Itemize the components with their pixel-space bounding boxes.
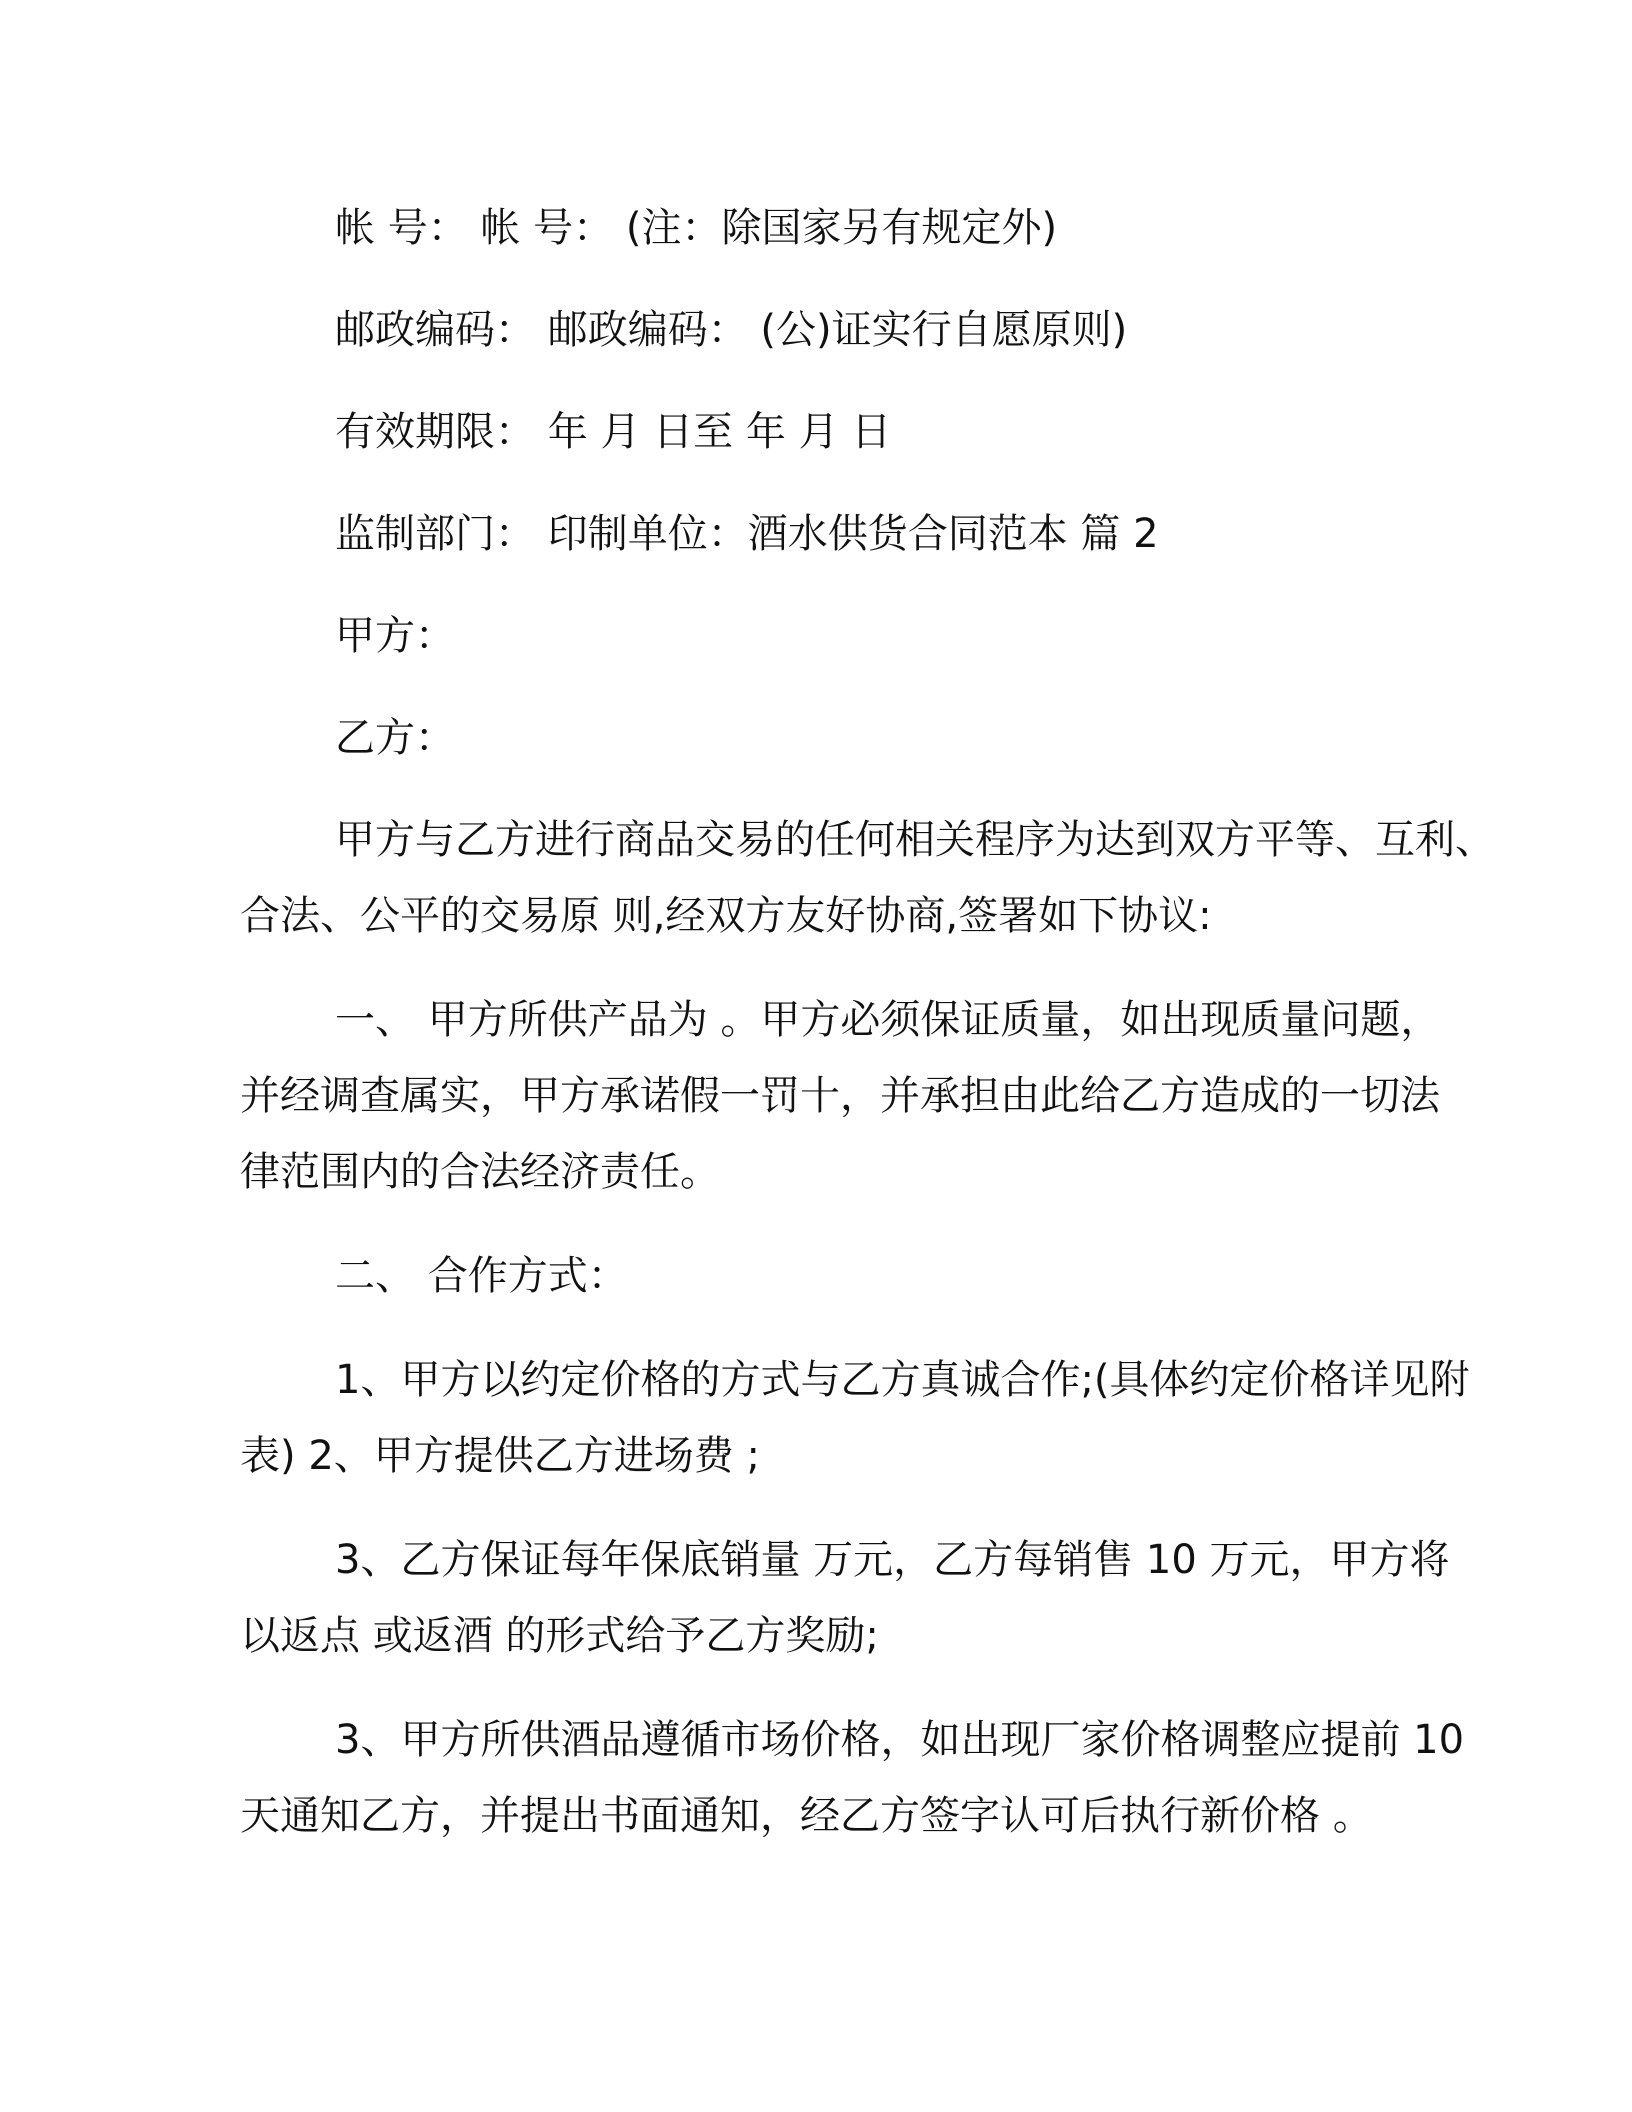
account-line: 帐 号： 帐 号： (注：除国家另有规定外) — [335, 205, 1058, 251]
intro-paragraph — [240, 802, 1495, 954]
item-3b-line-1: 3、甲方所供酒品遵循市场价格，如出现厂家价格调整应提前 10 — [335, 1717, 1465, 1763]
postal-code-line: 邮政编码： 邮政编码： (公)证实行自愿原则) — [335, 307, 1128, 353]
clause-1-line-3: 律范围内的合法经济责任。 — [240, 1149, 720, 1195]
item-3a-paragraph — [240, 1522, 1450, 1674]
item-3b-paragraph — [240, 1702, 1465, 1854]
validity-line: 有效期限： 年 月 日至 年 月 日 — [335, 409, 892, 455]
clause-2-heading: 二、 合作方式： — [335, 1253, 628, 1299]
item-3a-line-2: 以返点 或返酒 的形式给予乙方奖励; — [240, 1613, 879, 1659]
item-1-line-1: 1、甲方以约定价格的方式与乙方真诚合作;(具体约定价格详见附 — [335, 1357, 1470, 1403]
item-3b-line-2: 天通知乙方，并提出书面通知，经乙方签字认可后执行新价格 。 — [240, 1793, 1373, 1839]
intro-line-2: 合法、公平的交易原 则,经双方友好协商,签署如下协议: — [240, 893, 1212, 939]
document-body — [240, 190, 1495, 1854]
item-1-paragraph — [240, 1342, 1470, 1494]
clause-1-paragraph — [240, 982, 1441, 1210]
item-3a-line-1: 3、乙方保证每年保底销量 万元，乙方每销售 10 万元，甲方将 — [335, 1537, 1450, 1583]
supervisor-line: 监制部门： 印制单位：酒水供货合同范本 篇 2 — [335, 511, 1159, 557]
party-a-line: 甲方： — [335, 613, 455, 659]
intro-line-1: 甲方与乙方进行商品交易的任何相关程序为达到双方平等、互利、 — [335, 817, 1495, 863]
party-b-line: 乙方： — [335, 715, 455, 761]
item-1-line-2: 表) 2、甲方提供乙方进场费 ; — [240, 1433, 760, 1479]
clause-1-line-1: 一、 甲方所供产品为 。甲方必须保证质量，如出现质量问题， — [335, 997, 1441, 1043]
clause-1-line-2: 并经调查属实，甲方承诺假一罚十，并承担由此给乙方造成的一切法 — [240, 1073, 1440, 1119]
